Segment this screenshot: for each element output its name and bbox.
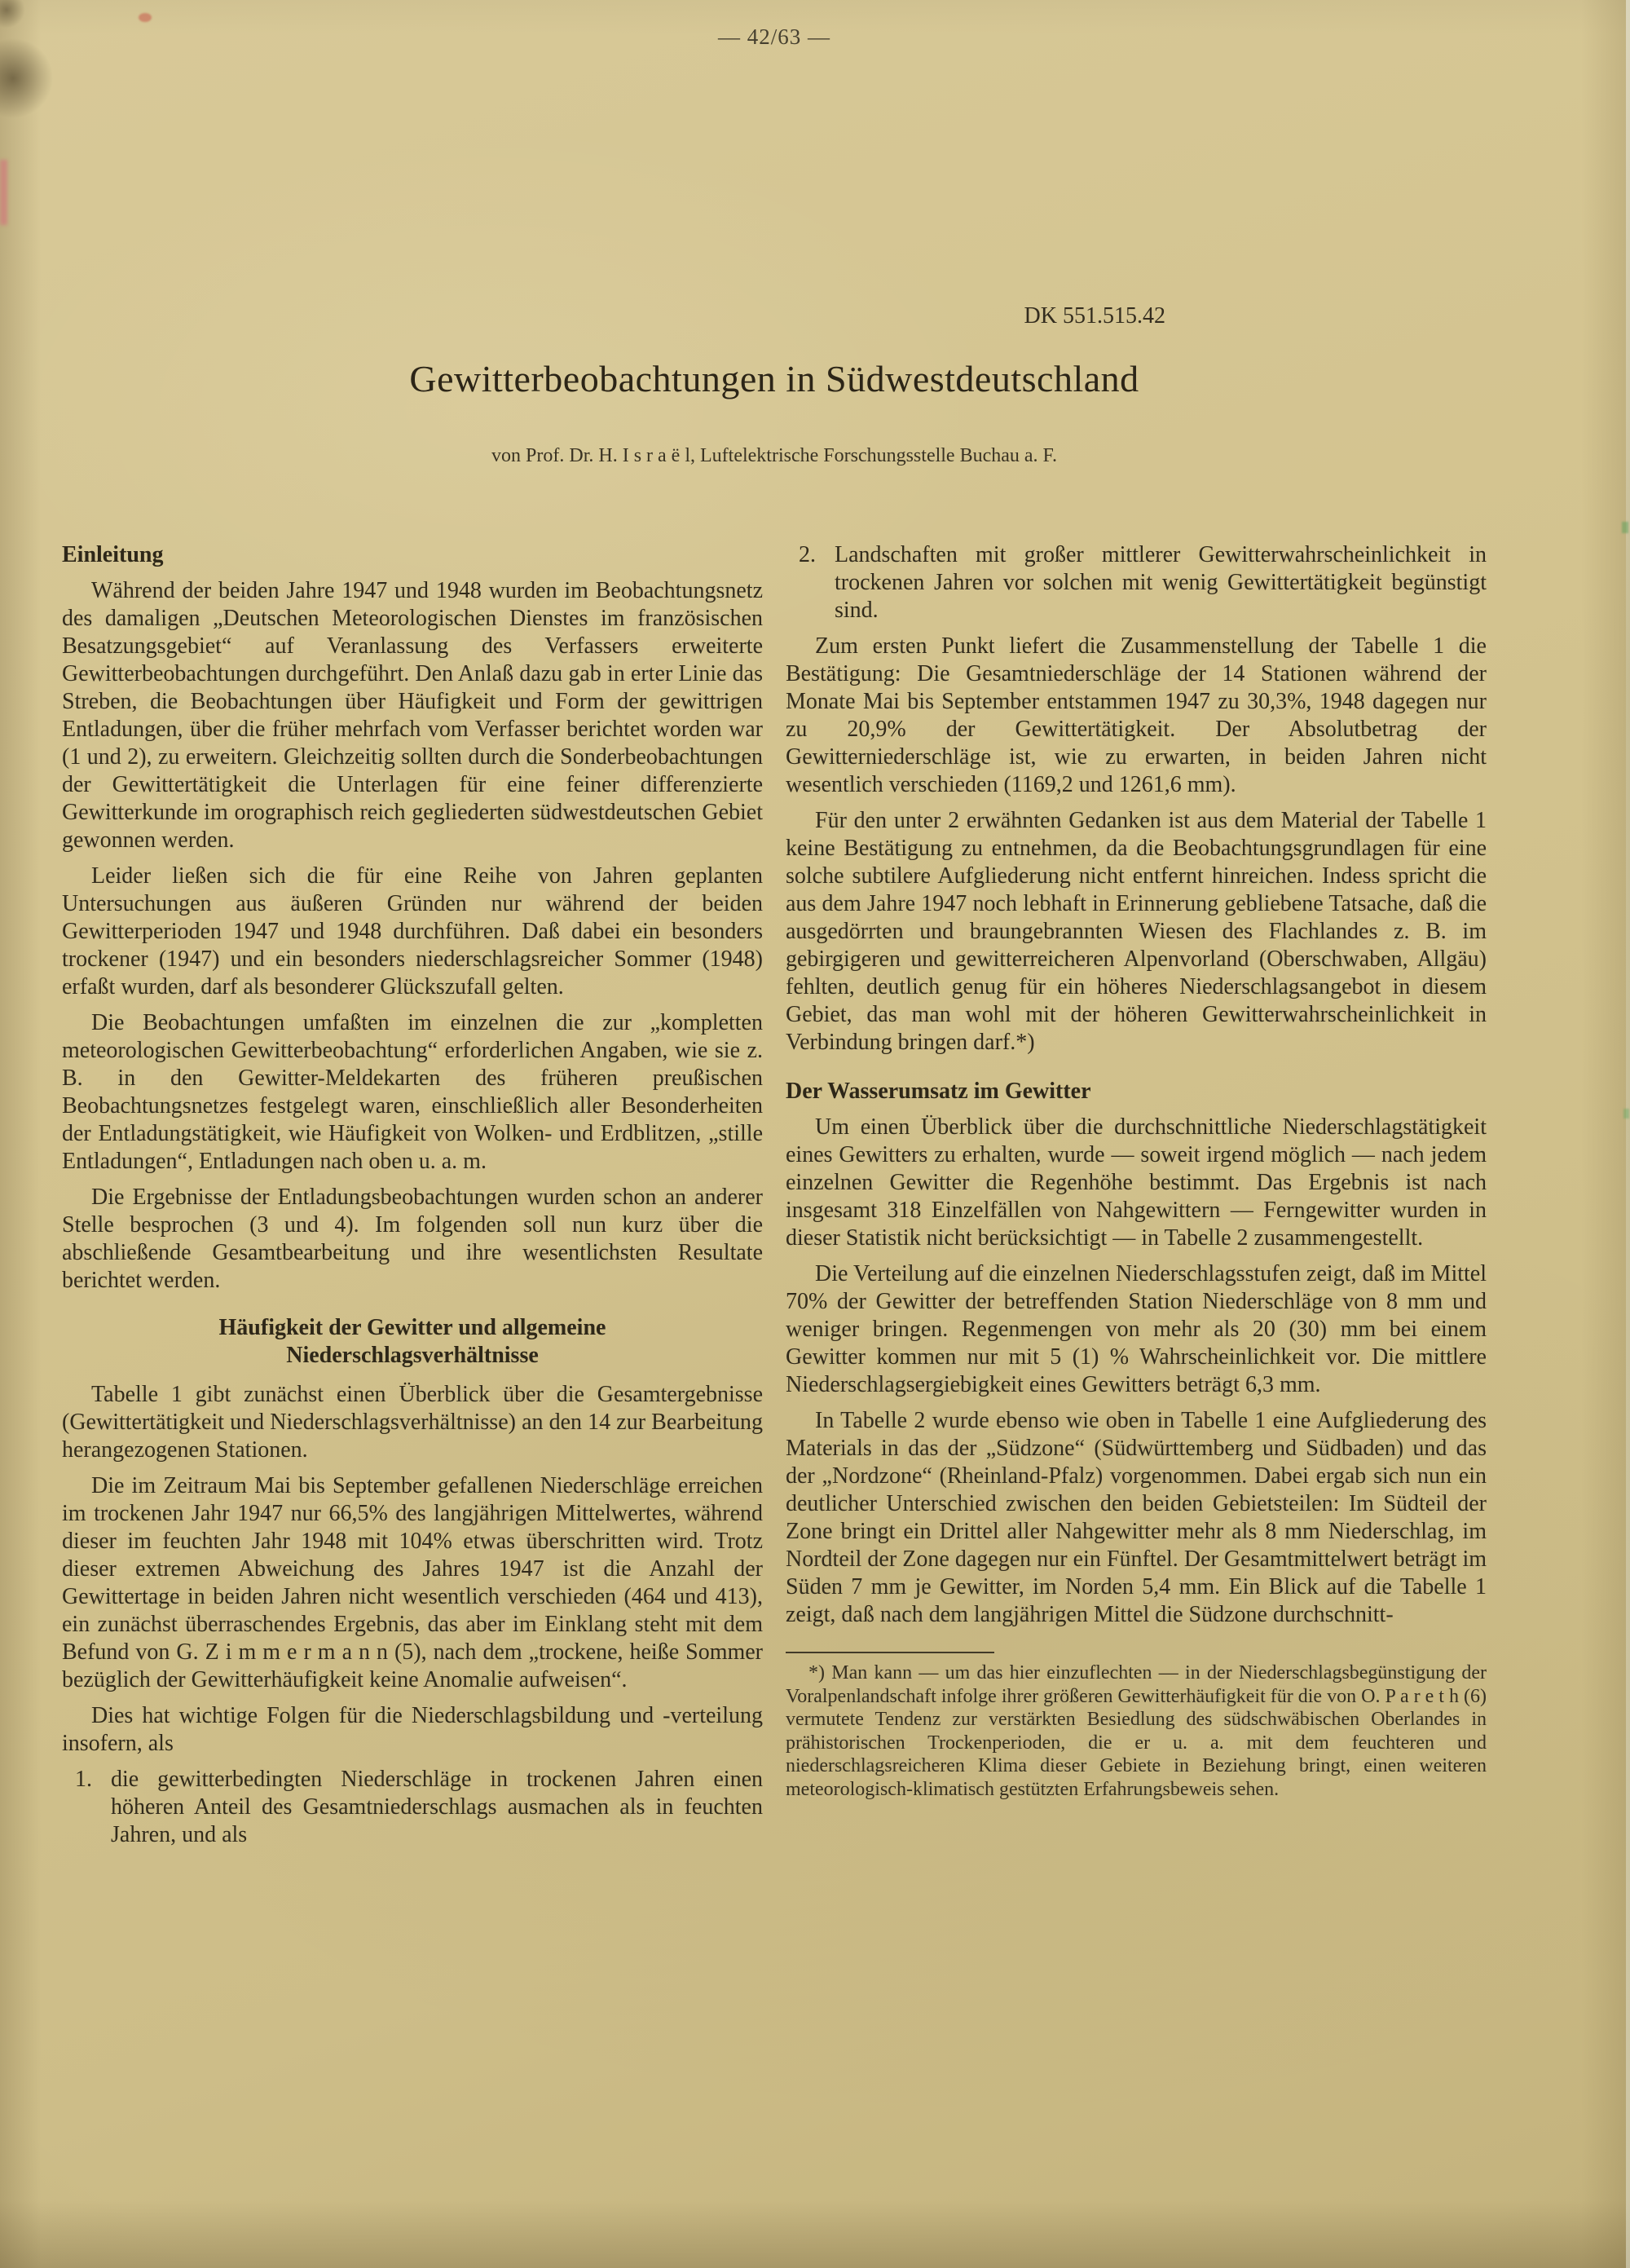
list-item-number: 2.: [799, 542, 816, 567]
dk-classification: DK 551.515.42: [1024, 303, 1165, 329]
paragraph: Tabelle 1 gibt zunächst einen Überblick über die Gesamtergebnisse (Gewittertätigkeit und Niederschlagsverhältnisse) an den 14 zur Bearbeitung herangezogenen Stationen.: [62, 1382, 763, 1463]
footnote-rule: [786, 1652, 994, 1653]
paragraph: In Tabelle 2 wurde ebenso wie oben in Tabelle 1 eine Aufgliederung des Materials in das der „Südzone“ (Südwürttemberg und Südbaden) und das der „Nordzone“ (Rheinland-Pfalz) vorgenommen. Dabei ergab sich nun ein deutlicher Unterschied zwischen den beiden Gebietsteilen: Im Südteil der Zone bringt ein Drittel aller Nahgewitter mehr als 8 mm Niederschlag, im Nordteil der Zone dagegen nur ein Fünftel. Der Gesamtmittelwert beträgt im Süden 7 mm je Gewitter, im Norden 5,4 mm. Ein Blick auf die Tabelle 1 zeigt, daß nach dem langjährigen Mittel die Südzone durchschnitt-: [786, 1408, 1487, 1627]
scan-artifact-green-speck-1: [1622, 522, 1628, 533]
footnote-text: *) Man kann — um das hier einzuflechten — in der Niederschlagsbegünstigung der Voralpenlandschaft infolge ihrer größeren Gewitterhäufigkeit für die von O. P a r e t h (6) vermutete Tendenz zur verstärkten Besiedlung des südschwäbischen Oberlandes in prähistorischen Trockenperioden, die er u. a. mit dem feuchteren und niederschlagsreicheren Klima dieser Gebiete in Beziehung bringt, einen weiteren meteorologisch-klimatisch gestützten Erfahrungsbeweis sehen.: [786, 1662, 1487, 1800]
list-item-text: die gewitterbedingten Niederschläge in trockenen Jahren einen höheren Anteil des Gesamtniederschlags ausmachen als in feuchten Jahren, und als: [111, 1767, 763, 1847]
page-folio: — 42/63 —: [717, 24, 830, 49]
list-item-number: 1.: [75, 1767, 92, 1792]
numbered-list-item-1: [62, 1766, 763, 1849]
scan-artifact-pink-stain: [0, 160, 7, 225]
paragraph: Die Verteilung auf die einzelnen Niederschlagsstufen zeigt, daß im Mittel 70% der Gewitter der betreffenden Station Niederschläge von 8 mm und weniger bringen. Regenmengen von mehr als 20 (30) mm bei einem Gewitter kommen nur mit 5 (1) % Wahrscheinlichkeit vor. Die mittlere Niederschlagsergiebigkeit eines Gewitters beträgt 6,3 mm.: [786, 1261, 1487, 1397]
paragraph: Zum ersten Punkt liefert die Zusammenstellung der Tabelle 1 die Bestätigung: Die Gesamtniederschläge der 14 Stationen während der Monate Mai bis September entstammen 1947 zu 30,3%, 1948 dagegen nur zu 20,9% der Gewittertätigkeit. Der Absolutbetrag der Gewitterniederschläge ist, wie zu erwarten, in beiden Jahren nicht wesentlich verschieden (1169,2 und 1261,6 mm).: [786, 633, 1487, 797]
paragraph: Während der beiden Jahre 1947 und 1948 wurden im Beobachtungsnetz des damaligen „Deutschen Meteorologischen Dienstes im französischen Besatzungsgebiet“ auf Veranlassung des Verfassers erweiterte Gewitterbeobachtungen durchgeführt. Den Anlaß dazu gab in erter Linie das Streben, die Beobachtungen über Häufigkeit und Form der gewittrigen Entladungen, über die früher mehrfach vom Verfasser berichtet worden war (1 und 2), zu erweitern. Gleichzeitig sollten durch die Sonderbeobachtungen der Gewittertätigkeit die Unterlagen für eine feiner differenzierte Gewitterkunde im orographisch reich gegliederten südwestdeutschen Gebiet gewonnen werden.: [62, 578, 763, 853]
list-item-text: Landschaften mit großer mittlerer Gewitterwahrscheinlichkeit in trockenen Jahren vor solchen mit wenig Gewittertätigkeit begünstigt sind.: [835, 542, 1487, 623]
paragraph: Für den unter 2 erwähnten Gedanken ist aus dem Material der Tabelle 1 keine Bestätigung zu entnehmen, da die Beobachtungsgrundlagen für eine solche subtilere Aufgliederung nicht entfernt hinreichen. Indess spricht die aus dem Jahre 1947 noch lebhaft in Erinnerung gebliebene Tatsache, daß die ausgedörrten und braungebrannten Wiesen des Flachlandes z. B. im gebirgigeren und gewitterreicheren Alpenvorland (Oberschwaben, Allgäu) fehlten, deutlich genug für ein höheres Niederschlagsangebot in diesem Gebiet, das man wohl mit der höheren Gewitterwahrscheinlichkeit in Verbindung bringen darf.*): [786, 808, 1487, 1055]
paragraph: Um einen Überblick über die durchschnittliche Niederschlagstätigkeit eines Gewitters zu erhalten, wurde — soweit irgend möglich — nach jedem einzelnen Gewitter die Regenhöhe bestimmt. Das Ergebnis ist nach insgesamt 318 Einzelfällen von Nahgewittern — Ferngewitter wurden in dieser Statistik nicht berücksichtigt — in Tabelle 2 zusammengestellt.: [786, 1114, 1487, 1251]
paragraph: Dies hat wichtige Folgen für die Niederschlagsbildung und -verteilung insofern, als: [62, 1703, 763, 1756]
article-byline: von Prof. Dr. H. I s r a ë l, Luftelektrische Forschungsstelle Buchau a. F.: [491, 445, 1057, 466]
paragraph: Leider ließen sich die für eine Reihe von Jahren geplanten Untersuchungen aus äußeren Gründen nur während der beiden Gewitterperioden 1947 und 1948 durchführen. Daß dabei ein besonders trockener (1947) und ein besonders niederschlagsreicher Sommer (1948) erfaßt wurden, darf als besonderer Glückszufall gelten.: [62, 863, 763, 999]
paragraph: Die im Zeitraum Mai bis September gefallenen Niederschläge erreichen im trockenen Jahr 1947 nur 66,5% des langjährigen Mittelwertes, während dieser im feuchten Jahr 1948 mit 104% etwas überschritten wird. Trotz dieser extremen Abweichung des Jahres 1947 ist die Anzahl der Gewittertage in beiden Jahren nicht wesentlich verschieden (464 und 413), ein zunächst überraschendes Ergebnis, das aber im Einklang steht mit dem Befund von G. Z i m m e r m a n n (5), nach dem „trockene, heiße Sommer bezüglich der Gewitterhäufigkeit keine Anomalie aufweisen“.: [62, 1473, 763, 1692]
footnote-block: [786, 1652, 1487, 1801]
scan-artifact-red-speck: [139, 13, 152, 22]
left-column: [62, 541, 763, 1857]
numbered-list-item-2: [786, 541, 1487, 624]
scan-artifact-right-edge: [1626, 0, 1630, 2268]
section-heading-einleitung: Einleitung: [62, 542, 164, 567]
paragraph: Die Ergebnisse der Entladungsbeobachtungen wurden schon an anderer Stelle besprochen (3 und 4). Im folgenden soll nun kurz über die abschließende Gesamtbearbeitung und ihre wesentlichsten Resultate berichtet werden.: [62, 1185, 763, 1293]
scan-artifact-green-speck-2: [1623, 1109, 1629, 1119]
paragraph: Die Beobachtungen umfaßten im einzelnen die zur „kompletten meteorologischen Gewitterbeobachtung“ erforderlichen Angaben, wie sie z. B. in den Gewitter-Meldekarten des früheren preußischen Beobachtungsnetzes festgelegt waren, einschließlich aller Besonderheiten der Entladungstätigkeit, wie Häufigkeit von Wolken- und Erdblitzen, „stille Entladungen“, Entladungen nach oben u. a. m.: [62, 1010, 763, 1174]
right-column: [786, 541, 1487, 1801]
article-title: Gewitterbeobachtungen in Südwestdeutschland: [409, 358, 1139, 399]
section-heading-haeufigkeit: Häufigkeit der Gewitter und allgemeine Niederschlagsverhältnisse: [218, 1315, 606, 1368]
section-heading-wasserumsatz: Der Wasserumsatz im Gewitter: [786, 1079, 1091, 1104]
